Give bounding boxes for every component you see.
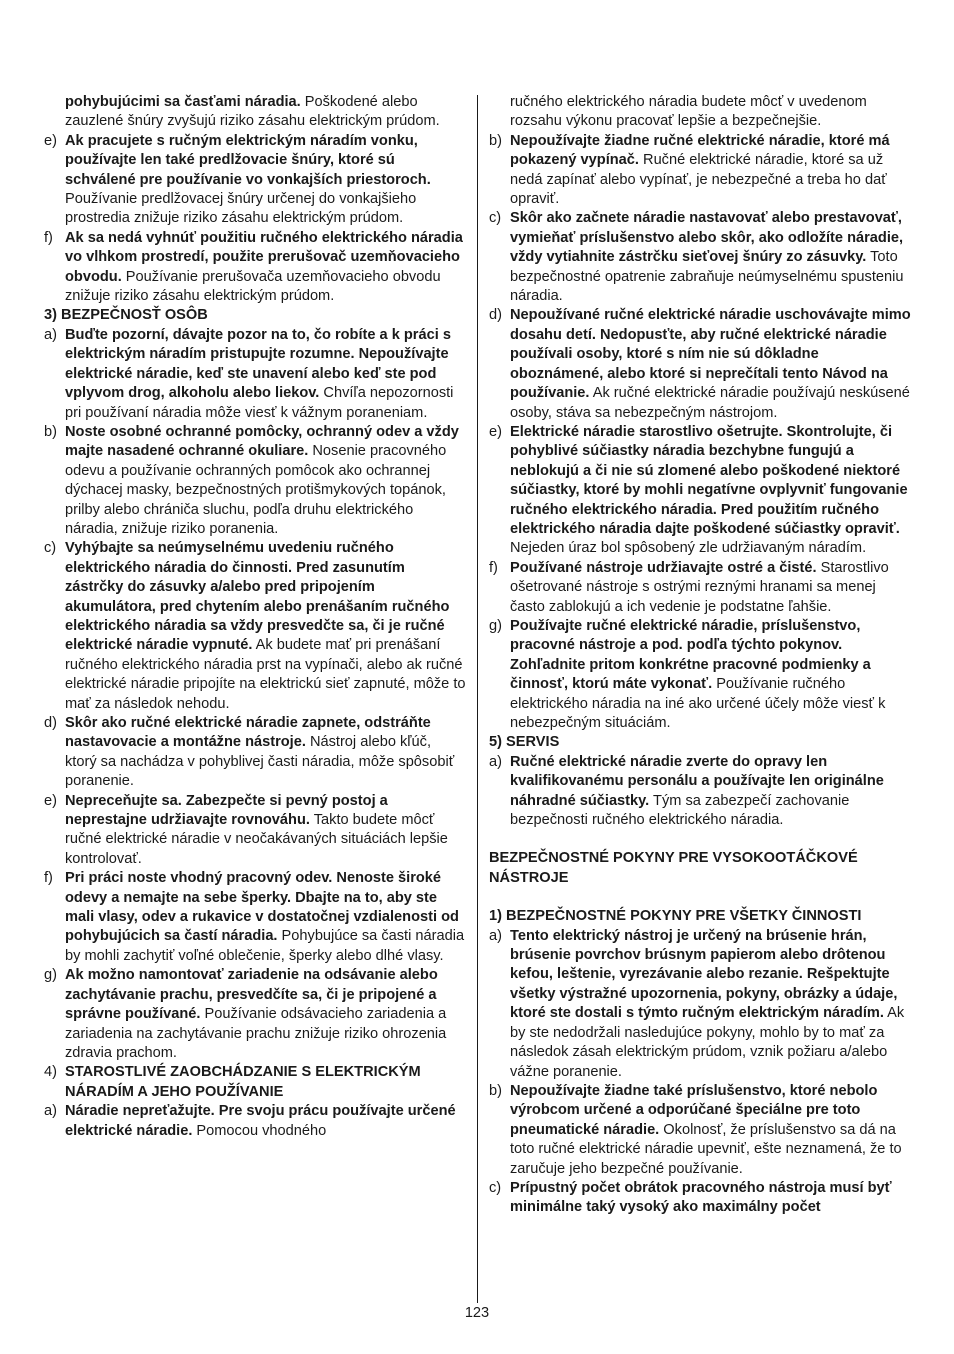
- list-item: [44, 714, 466, 792]
- list-item: [489, 1082, 911, 1179]
- list-item: [44, 792, 466, 870]
- item-bold-text: Ručné elektrické náradie zverte do opravy len kvalifikovanému personálu a používajte len originálne náhradné súčiastky.: [510, 753, 884, 809]
- item-bold-text: Tento elektrický nástroj je určený na brúsenie hrán, brúsenie povrchov brúsnym papierom alebo drôtenou kefou, leštenie, vyrezávanie alebo rezanie. Rešpektujte všetky výstražné upozornenia, pokyny, obrázky a údaje, ktoré ste dostali s týmto ručným elektrickým náradím.: [510, 927, 898, 1022]
- item-bold-text: Skôr ako ručné elektrické náradie zapnete, odstráňte nastavovacie a montážne nástroje.: [65, 715, 431, 751]
- item-bold-text: Buďte pozorní, dávajte pozor na to, čo robíte a k práci s elektrickým náradím pristupujte rozumne. Nepoužívajte elektrické náradie, keď ste unavení alebo keď ste pod vplyvom drog, alkoholu alebo liekov.: [65, 326, 451, 402]
- list-item: [489, 927, 911, 1082]
- list-item: [44, 1063, 466, 1102]
- item-text: Ak by ste nedodržali nasledujúce pokyny, mohlo by to mať za následok zásah elektrickým prúdom, vznik požiaru a/alebo vážne poranenie.: [510, 1005, 905, 1080]
- list-item: [489, 617, 911, 733]
- item-label: f): [44, 229, 53, 246]
- item-text: Toto bezpečnostné opatrenie zabraňuje neúmyselnému spusteniu náradia.: [510, 249, 904, 305]
- item-text: Používanie odsávacieho zariadenia a zariadenia na zachytávanie prachu znižuje riziko ohrozenia zdravia prachom.: [65, 1006, 447, 1061]
- item-bold-text: Skôr ako začnete náradie nastavovať alebo prestavovať, vymieňať príslušenstvo alebo skôr, ako odložíte náradie, vždy vytiahnite zástrčku sieťovej šnúry zo zásuvky.: [510, 210, 904, 266]
- list-item: [489, 132, 911, 210]
- spacer: [489, 830, 911, 849]
- list-item: [44, 326, 466, 423]
- item-bold-text: STAROSTLIVÉ ZAOBCHÁDZANIE S ELEKTRICKÝM NÁRADÍM A JEHO POUŽÍVANIE: [65, 1064, 421, 1100]
- item-bold-text: Elektrické náradie starostlivo ošetrujte. Skontrolujte, či pohyblivé súčiastky náradia bezchybne fungujú a neblokujú a či nie sú zlomené alebo poškodené niektoré súčiastky, ktoré by mohli negatívne ovplyvniť fungovanie ručného elektrického náradia. Pred použitím ručného elektrického náradia dajte poškodené súčiastky opraviť.: [510, 423, 908, 537]
- item-bold-text: Používané nástroje udržiavajte ostré a čisté.: [510, 559, 817, 576]
- section-heading: 1) BEZPEČNOSTNÉ POKYNY PRE VŠETKY ČINNOSTI: [489, 908, 862, 925]
- item-text: Používanie prerušovača uzemňovacieho obvodu znižuje riziko zásahu elektrickým prúdom.: [65, 268, 441, 305]
- list-item: [44, 423, 466, 539]
- item-label: a): [489, 753, 502, 770]
- item-text: Okolnosť, že príslušenstvo sa dá na toto ručné elektrické náradie upevniť, ešte neznamená, že to zaručuje jeho bezpečné používanie.: [510, 1121, 902, 1177]
- item-bold-text: Nepoužívajte žiadne také príslušenstvo, ktoré nebolo výrobcom určené a odporúčané špeciálne pre toto pneumatické náradie.: [510, 1082, 878, 1138]
- item-bold-text: Používajte ručné elektrické náradie, príslušenstvo, pracovné nástroje a pod. podľa týchto pokynov. Zohľadnite pritom konkrétne pracovné podmienky a činnosť, ktorú máte vykonať.: [510, 617, 871, 693]
- item-text: ručného elektrického náradia budete môcť v uvedenom rozsahu výkonu pracovať lepšie a bezpečnejšie.: [510, 94, 867, 130]
- left-column: [44, 93, 466, 1141]
- item-label: g): [44, 967, 57, 984]
- item-label: e): [44, 792, 57, 809]
- section-heading: BEZPEČNOSTNÉ POKYNY PRE VYSOKOOTÁČKOVÉ NÁSTROJE: [489, 850, 858, 886]
- item-label: a): [44, 1103, 57, 1120]
- item-text: Nástroj alebo kľúč, ktorý sa nachádza v pohyblivej časti náradia, môže spôsobiť poranenie.: [65, 734, 455, 790]
- item-label: g): [489, 617, 502, 634]
- item-text: Tým sa zabezpečí zachovanie bezpečnosti ručného elektrického náradia.: [510, 792, 850, 829]
- item-label: d): [44, 715, 57, 731]
- item-bold-text: Ak možno namontovať zariadenie na odsávanie alebo zachytávanie prachu, presvedčíte sa, či je pripojené a správne používané.: [65, 967, 438, 1023]
- item-text: Ručné elektrické náradie, ktoré sa už nedá zapínať alebo vypínať, je nebezpečné a treba ho dať opraviť.: [510, 152, 887, 208]
- list-item: [489, 559, 911, 617]
- item-text: Chvíľa nepozornosti pri používaní náradia môže viesť k vážnym poraneniam.: [65, 385, 454, 421]
- list-item: [489, 1179, 911, 1218]
- item-label: c): [489, 210, 502, 227]
- column-divider: [477, 95, 478, 1303]
- item-bold-text: pohybujúcimi sa časťami náradia.: [65, 94, 301, 110]
- section-heading: 5) SERVIS: [489, 734, 560, 751]
- item-text: Pomocou vhodného: [192, 1122, 327, 1139]
- item-text: Nejeden úraz bol spôsobený zle udržiavaným náradím.: [510, 540, 867, 557]
- item-text: Takto budete môcť ručné elektrické náradie v neočakávaných situáciách lepšie kontrolovať.: [65, 812, 448, 867]
- item-bold-text: Náradie nepreťažujte. Pre svoju prácu používajte určené elektrické náradie.: [65, 1103, 456, 1139]
- item-bold-text: Nepoužívajte žiadne ručné elektrické náradie, ktoré má pokazený vypínač.: [510, 132, 890, 169]
- item-label: c): [489, 1179, 502, 1196]
- list-item: [44, 966, 466, 1063]
- right-column: [489, 93, 911, 1218]
- item-label: f): [44, 870, 53, 887]
- list-item: [489, 753, 911, 831]
- item-text: Nosenie pracovného odevu a používanie ochranných pomôcok ako ochrannej dýchacej masky, bezpečnostných protišmykových topánok, prilby alebo chrániča sluchu, podľa druhu elektrického náradia, znižuje riziko poranenia.: [65, 443, 447, 537]
- item-bold-text: Prípustný počet obrátok pracovného nástroja musí byť minimálne taký vysoký ako maximálny počet: [510, 1179, 892, 1216]
- item-bold-text: Nepreceňujte sa. Zabezpečte si pevný postoj a neprestajne udržiavajte rovnováhu.: [65, 792, 388, 829]
- item-bold-text: Ak sa nedá vyhnúť použitiu ručného elektrického náradia vo vlhkom prostredí, použite prerušovač uzemňovacieho obvodu.: [65, 229, 463, 285]
- item-text: Používanie predlžovacej šnúry určenej do vonkajšieho prostredia znižuje riziko zásahu elektrickým prúdom.: [65, 191, 417, 227]
- item-label: d): [489, 307, 502, 324]
- item-label: e): [489, 423, 502, 440]
- item-text: Používanie ručného elektrického náradia na iné ako určené účely môže viesť k nebezpečným situáciám.: [510, 676, 886, 731]
- list-item: [44, 869, 466, 966]
- item-bold-text: Pri práci noste vhodný pracovný odev. Nenoste široké odevy a nemajte na sebe šperky. Dbajte na to, aby ste mali vlasy, odev a rukavice v dostatočnej vzdialenosti od pohybujúcich sa častí náradia.: [65, 870, 459, 945]
- list-item: [44, 132, 466, 229]
- item-bold-text: Ak pracujete s ručným elektrickým náradím vonku, používajte len také predlžovacie šnúry, ktoré sú schválené pre používanie vo vonkajších priestoroch.: [65, 132, 431, 188]
- item-text: Ak budete mať pri prenášaní ručného elektrického náradia prst na vypínači, alebo ak ručné elektrické náradie pripojíte na elektrickú sieť zapnuté, môže to mať za následok nehodu.: [65, 637, 466, 712]
- item-label: b): [489, 1082, 502, 1099]
- item-text: Ak ručné elektrické náradie používajú neskúsené osoby, stáva sa nebezpečným nástrojom.: [510, 385, 910, 421]
- item-text: Pohybujúce sa časti náradia by mohli zachytiť voľné oblečenie, šperky alebo dlhé vlasy.: [65, 928, 465, 964]
- item-label: 4): [44, 1064, 57, 1081]
- item-text: Poškodené alebo zauzlené šnúry zvyšujú riziko zásahu elektrickým prúdom.: [65, 94, 440, 130]
- item-bold-text: Vyhýbajte sa neúmyselnému uvedeniu ručného elektrického náradia do činnosti. Pred zasunutím zástrčky do zásuvky a/alebo pred pripojením akumulátora, pred chytením alebo prenášaním ručného elektrického náradia sa vždy presvedčte sa, či je ručné elektrické náradie vypnuté.: [65, 540, 450, 654]
- page-number: 123: [464, 1305, 490, 1321]
- section-heading: 3) BEZPEČNOSŤ OSÔB: [44, 307, 208, 324]
- item-label: a): [44, 326, 57, 343]
- list-item: [489, 423, 911, 559]
- item-label: b): [489, 132, 502, 149]
- list-item: [489, 306, 911, 422]
- item-bold-text: Nepoužívané ručné elektrické náradie uschovávajte mimo dosahu detí. Nedopusťte, aby ručné elektrické náradie používali osoby, ktoré s ním nie sú dôkladne oboznámené, alebo ktoré si neprečítali tento Návod na používanie.: [510, 307, 911, 402]
- paragraph: [489, 93, 911, 132]
- item-text: Starostlivo ošetrované nástroje s ostrými reznými hranami sa menej často zablokujú a ich vedenie je podstatne ľahšie.: [510, 559, 889, 615]
- list-item: [44, 229, 466, 307]
- spacer: [489, 888, 911, 907]
- list-item: [44, 539, 466, 714]
- list-item: [489, 209, 911, 306]
- item-bold-text: Noste osobné ochranné pomôcky, ochranný odev a vždy majte nasadené ochranné okuliare.: [65, 423, 459, 460]
- item-label: f): [489, 559, 498, 576]
- item-label: e): [44, 132, 57, 149]
- paragraph: [44, 93, 466, 132]
- list-item: [44, 1102, 466, 1141]
- item-label: b): [44, 423, 57, 440]
- item-label: c): [44, 540, 57, 557]
- item-label: a): [489, 927, 502, 944]
